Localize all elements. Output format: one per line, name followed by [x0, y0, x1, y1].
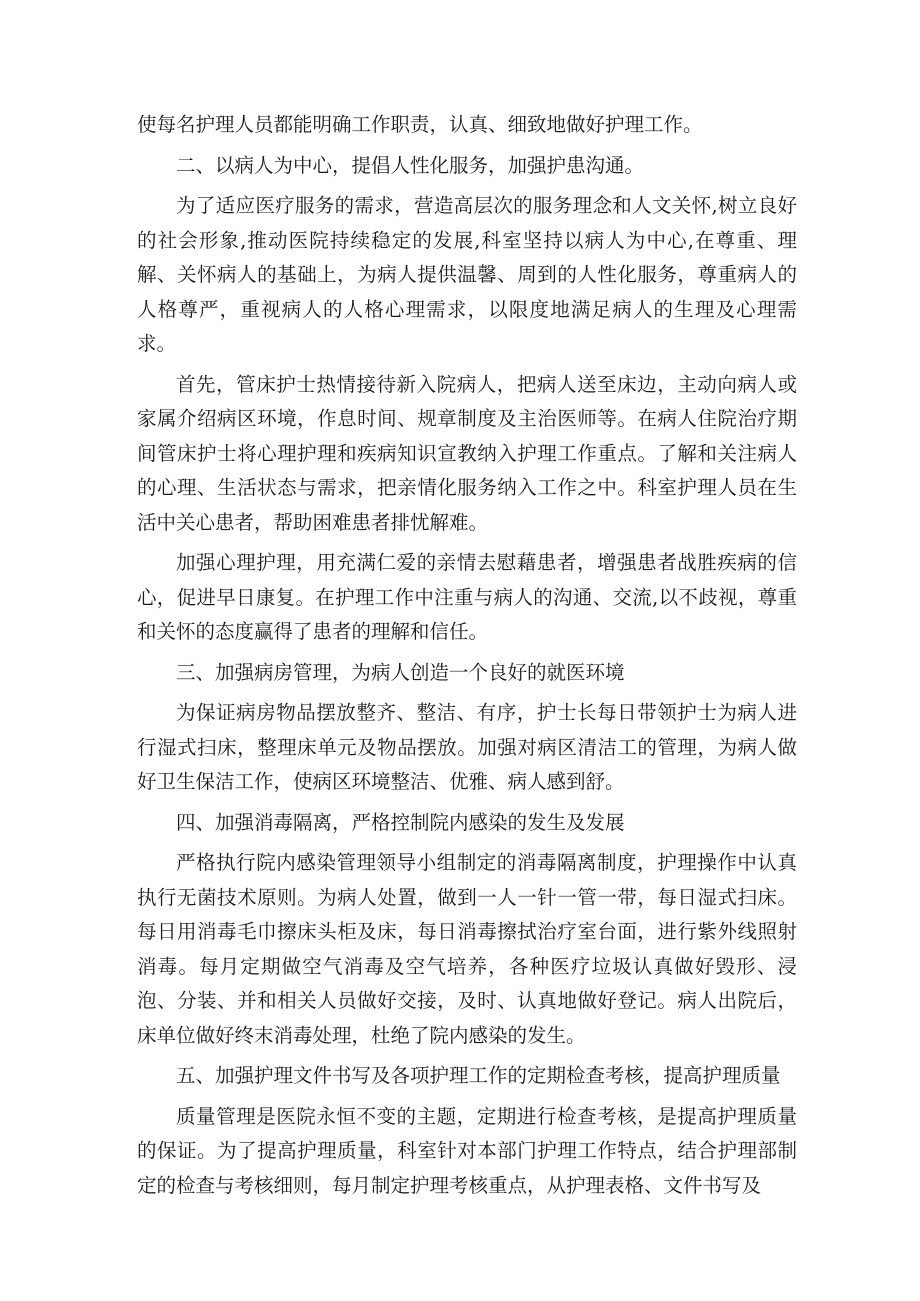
- paragraph: 质量管理是医院永恒不变的主题，定期进行检查考核，是提高护理质量的保证。为了提高护理质量，科室针对本部门护理工作特点，结合护理部制定的检查与考核细则，每月制定护理考核重点，从护理表格、文件书写及: [137, 1104, 797, 1197]
- section-heading-5: 五、加强护理文件书写及各项护理工作的定期检查考核，提高护理质量: [176, 1064, 781, 1087]
- document-body: [137, 108, 797, 1209]
- paragraph: 加强心理护理，用充满仁爱的亲情去慰藉患者，增强患者战胜疾病的信心，促进早日康复。在护理工作中注重与病人的沟通、交流,以不歧视，尊重和关怀的态度赢得了患者的理解和信任。: [137, 551, 797, 643]
- section-heading-2: 二、以病人为中心，提倡人性化服务，加强护患沟通。: [176, 153, 645, 177]
- paragraph: 为保证病房物品摆放整齐、整洁、有序，护士长每日带领护士为病人进行湿式扫床，整理床单元及物品摆放。加强对病区清洁工的管理，为病人做好卫生保洁工作，使病区环境整洁、优雅、病人感到舒。: [137, 701, 797, 793]
- section-heading-4: 四、加强消毒隔离，严格控制院内感染的发生及发展: [176, 810, 625, 834]
- section-heading-3: 三、加强病房管理，为病人创造一个良好的就医环境: [176, 660, 625, 684]
- paragraph: 为了适应医疗服务的需求，营造高层次的服务理念和人文关怀,树立良好的社会形象,推动医院持续稳定的发展,科室坚持以病人为中心,在尊重、理解、关怀病人的基础上，为病人提供温馨、周到的人性化服务，尊重病人的人格尊严，重视病人的人格心理需求，以限度地满足病人的生理及心理需求。: [137, 194, 797, 355]
- paragraph: 严格执行院内感染管理领导小组制定的消毒隔离制度，护理操作中认真执行无菌技术原则。为病人处置，做到一人一针一管一带，每日湿式扫床。每日用消毒毛巾擦床头柜及床，每日消毒擦拭治疗室台面，进行紫外线照射消毒。每月定期做空气消毒及空气培养，各种医疗垃圾认真做好毁形、浸泡、分装、并和相关人员做好交接，及时、认真地做好登记。病人出院后，床单位做好终末消毒处理，杜绝了院内感染的发生。: [137, 851, 797, 1047]
- paragraph: 首先，管床护士热情接待新入院病人，把病人送至床边，主动向病人或家属介绍病区环境，作息时间、规章制度及主治医师等。在病人住院治疗期间管床护士将心理护理和疾病知识宣教纳入护理工作重点。了解和关注病人的心理、生活状态与需求，把亲情化服务纳入工作之中。科室护理人员在生活中关心患者，帮助困难患者排忧解难。: [137, 372, 797, 534]
- paragraph-continuation: 使每名护理人员都能明确工作职责，认真、细致地做好护理工作。: [137, 113, 703, 136]
